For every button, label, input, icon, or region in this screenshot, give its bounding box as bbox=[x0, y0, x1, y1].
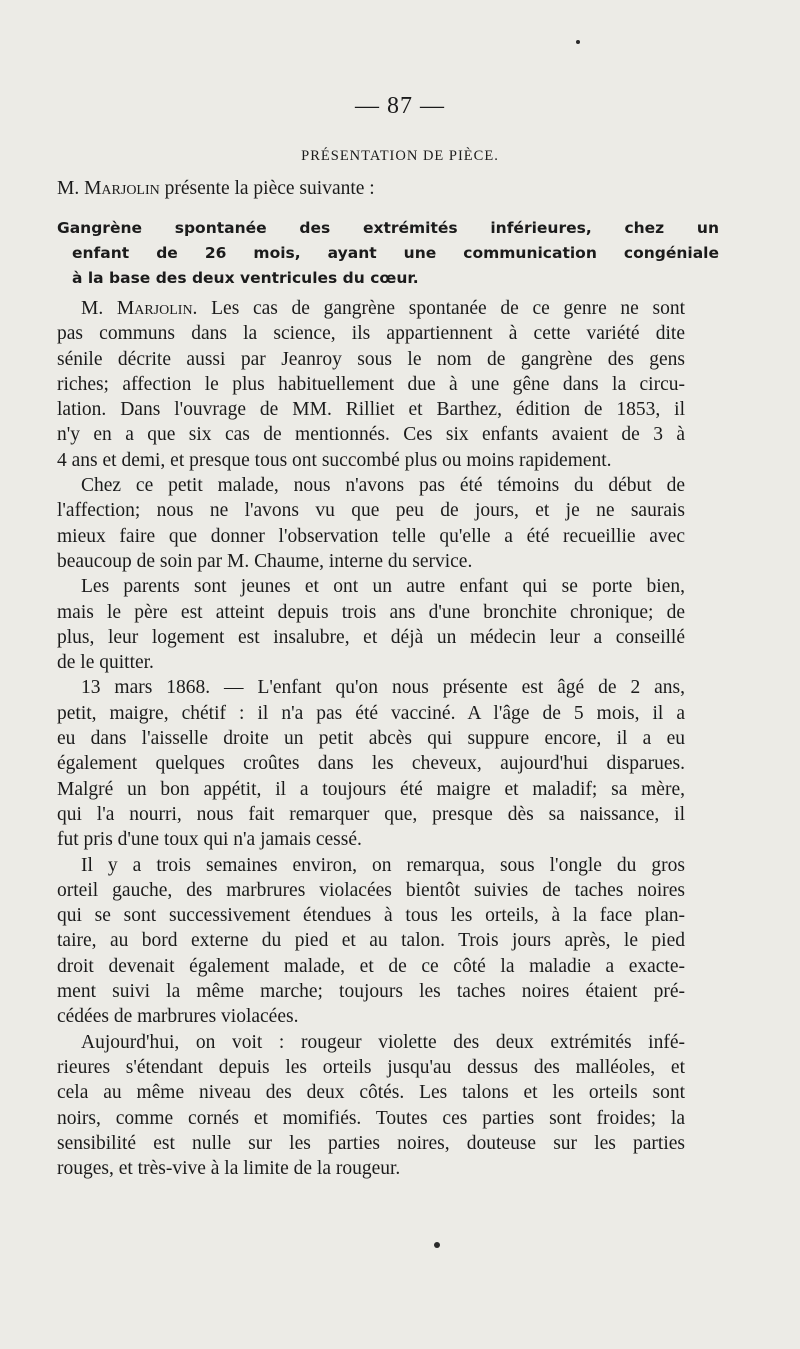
text-line: Malgré un bon appétit, il a toujours été maigre et maladif; sa mère, bbox=[57, 778, 685, 800]
ink-speck bbox=[576, 40, 580, 44]
intro-line bbox=[57, 178, 685, 200]
text-line: sénile décrite aussi par Jeanroy sous le nom de gangrène des gens bbox=[57, 348, 685, 370]
paragraph bbox=[57, 296, 685, 473]
text-line: beaucoup de soin par M. Chaume, interne du service. bbox=[57, 550, 473, 572]
text-line: noirs, comme cornés et momifiés. Toutes ces parties sont froides; la bbox=[57, 1107, 685, 1129]
intro-speaker: M. Marjolin bbox=[57, 178, 160, 199]
paragraph bbox=[57, 574, 685, 675]
text-line: de le quitter. bbox=[57, 652, 154, 674]
text-line: 4 ans et demi, et presque tous ont succombé plus ou moins rapidement. bbox=[57, 449, 612, 471]
text-line: ment suivi la même marche; toujours les taches noires étaient pré- bbox=[57, 981, 685, 1003]
text-line: Il y a trois semaines environ, on remarqua, sous l'ongle du gros bbox=[81, 854, 685, 876]
text-line: petit, maigre, chétif : il n'a pas été vacciné. A l'âge de 5 mois, il a bbox=[57, 702, 685, 724]
text-line: taire, au bord externe du pied et au talon. Trois jours après, le pied bbox=[57, 930, 685, 952]
text-line: 13 mars 1868. — L'enfant qu'on nous présente est âgé de 2 ans, bbox=[81, 677, 685, 699]
text-line: n'y en a que six cas de mentionnés. Ces six enfants avaient de 3 à bbox=[57, 424, 685, 446]
text-line: l'affection; nous ne l'avons vu que peu de jours, et je ne saurais bbox=[57, 500, 685, 522]
text-line: cela au même niveau des deux côtés. Les talons et les orteils sont bbox=[57, 1082, 685, 1104]
paragraph bbox=[57, 853, 685, 1030]
ink-speck bbox=[434, 1242, 440, 1248]
text-line: droit devenait également malade, et de ce côté la maladie a exacte- bbox=[57, 955, 685, 977]
section-heading: PRÉSENTATION DE PIÈCE. bbox=[301, 148, 499, 164]
text-line: Chez ce petit malade, nous n'avons pas été témoins du début de bbox=[81, 475, 685, 497]
paragraph bbox=[57, 675, 685, 852]
text-line: cédées de marbrures violacées. bbox=[57, 1006, 299, 1028]
intro-text: présente la pièce suivante : bbox=[164, 178, 375, 199]
text-line: Aujourd'hui, on voit : rougeur violette des deux extrémités infé- bbox=[81, 1031, 685, 1053]
text-line: lation. Dans l'ouvrage de MM. Rilliet et Barthez, édition de 1853, il bbox=[57, 399, 685, 421]
text-line: pas communs dans la science, ils appartiennent à cette variété dite bbox=[57, 323, 685, 345]
text-line: sensibilité est nulle sur les parties noires, douteuse sur les parties bbox=[57, 1132, 685, 1154]
text-line: plus, leur logement est insalubre, et déjà un médecin leur a conseillé bbox=[57, 626, 685, 648]
text-line: M. Marjolin. Les cas de gangrène spontanée de ce genre ne sont bbox=[81, 298, 686, 319]
text-line: orteil gauche, des marbrures violacées bientôt suivies de taches noires bbox=[57, 879, 685, 901]
text-line: également quelques croûtes dans les cheveux, aujourd'hui disparues. bbox=[57, 753, 685, 775]
text-line: rieures s'étendant depuis les orteils jusqu'au dessus des malléoles, et bbox=[57, 1056, 685, 1078]
paragraph bbox=[57, 473, 685, 574]
text-line: rouges, et très-vive à la limite de la rougeur. bbox=[57, 1158, 401, 1180]
text-line: fut pris d'une toux qui n'a jamais cessé. bbox=[57, 829, 362, 851]
paragraph-speaker: M. Marjolin. bbox=[81, 298, 198, 319]
article-title bbox=[57, 216, 719, 291]
text-line: Les parents sont jeunes et ont un autre enfant qui se porte bien, bbox=[81, 576, 685, 598]
paragraph bbox=[57, 1030, 685, 1182]
text-line: qui se sont successivement étendues à tous les orteils, à la face plan- bbox=[57, 905, 685, 927]
body-text bbox=[57, 296, 685, 1181]
text-line: qui l'a nourri, nous fait remarquer que, presque dès sa naissance, il bbox=[57, 803, 685, 825]
text-line: mais le père est atteint depuis trois ans d'une bronchite chronique; de bbox=[57, 601, 685, 623]
title-line: à la base des deux ventricules du cœur. bbox=[72, 269, 419, 287]
text-line: eu dans l'aisselle droite un petit abcès qui suppure encore, il a eu bbox=[57, 728, 685, 750]
text-line: mieux faire que donner l'observation telle qu'elle a été recueillie avec bbox=[57, 525, 685, 547]
page-number: — 87 — bbox=[355, 93, 445, 119]
title-line: Gangrène spontanée des extrémités inférieures, chez un bbox=[57, 219, 719, 237]
text-line: riches; affection le plus habituellement due à une gêne dans la circu- bbox=[57, 373, 685, 395]
title-line: enfant de 26 mois, ayant une communication congéniale bbox=[72, 244, 719, 262]
